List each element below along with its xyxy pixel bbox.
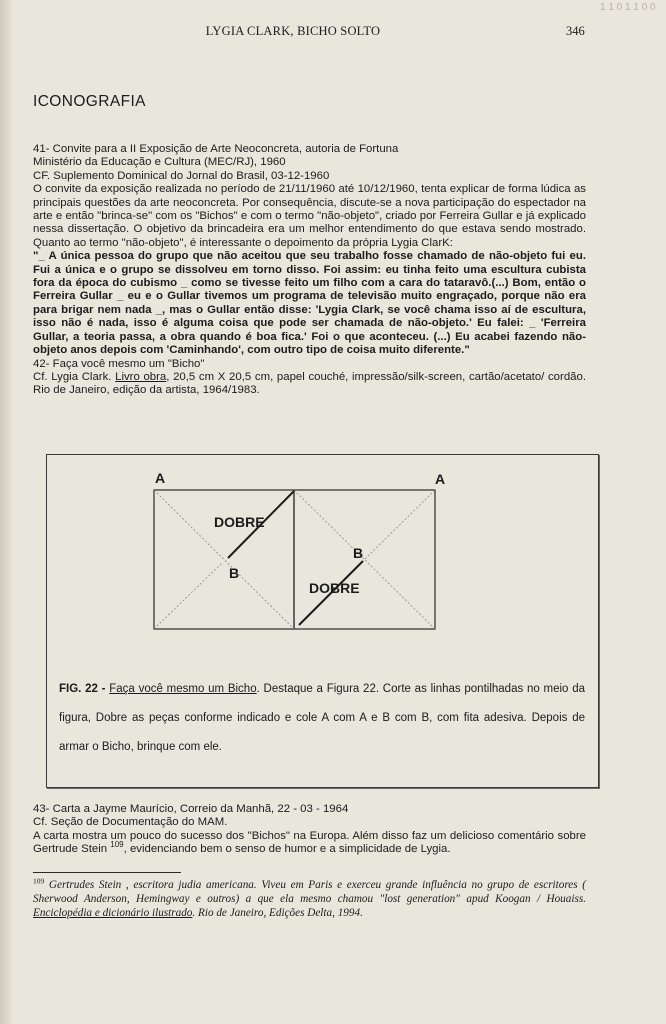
dobre-label-left: DOBRE — [214, 514, 265, 530]
label-a-right: A — [435, 471, 446, 487]
footnote-109 — [33, 878, 586, 920]
figure-22-box — [46, 454, 599, 788]
entry-43-text-end: , evidenciando bem o senso de humor e a simplicidade de Lygia. — [123, 843, 451, 856]
footnote-work-title: Enciclopédia e dicionário ilustrado — [33, 907, 193, 919]
figure-title: Faça você mesmo um Bicho — [109, 683, 257, 695]
running-title: LYGIA CLARK, BICHO SOLTO — [205, 24, 381, 38]
entry-43-text-start: A carta mostra um pouco do sucesso dos "Bichos" na Europa. Além disso faz um delicioso comentário sobre Gertrude Stein — [33, 829, 586, 856]
entry-41-title: 41- Convite para a II Exposição de Arte Neoconcreta, autoria de Fortuna — [33, 143, 399, 155]
page-stamp: 1 1 0 1 1 0 0 — [600, 2, 656, 13]
footnote-number: 109 — [33, 876, 45, 886]
entry-43-description — [33, 830, 586, 857]
page-number: 346 — [566, 24, 585, 38]
entry-42-reference — [33, 371, 586, 398]
entry-41-quote: "_ A única pessoa do grupo que não aceitou que seu trabalho fosse chamado de não-objeto fui eu. Fui a única e o grupo se dissolveu em torno disso. Foi assim: eu tinha feito uma escultura cubista fora da época do cubismo _ como se tivesse feito um filho com a cara do tataravô.(...) Bom, então o Ferreira Gullar _ eu e o Gullar tivemos um programa de televisão muito engraçado, porque não era para brigar nem nada _, mas o Gullar então disse: 'Lygia Clark, se você chama isso aí de escultura, isso não é nada, isso é alguma coisa que pode ser chamada de não-objeto.' Eu falei: _ 'Ferreira Gullar, a teoria passa, a obra quando é boa fica.' Foi o que aconteceu. (...) Eu acabei fazendo não-objeto anos depois com 'Caminhando', com outro tipo de coisa muito diferente." — [33, 250, 586, 357]
figure-caption — [59, 675, 585, 762]
page-edge-shadow — [0, 0, 14, 1024]
footnote-reference: 109 — [110, 840, 124, 850]
right-dotted-cut-line-2 — [365, 490, 435, 559]
entry-43 — [33, 803, 586, 857]
entry-42-cf-prefix: Cf. Lygia Clark. — [33, 370, 116, 383]
entry-41-reference: CF. Suplemento Dominical do Jornal do Brasil, 03-12-1960 — [33, 169, 330, 182]
footnote-text-start: Gertrudes Stein , escritora judia americana. Viveu em Paris e exerceu grande influência no grupo de escritores ( Sherwood Anderson, Hemingway e outros) a que ela mesmo chamou "lost generation" apud Koogan / Houaiss. — [33, 879, 586, 905]
entry-41 — [33, 143, 586, 398]
entry-42-work-title: Livro obra — [115, 370, 167, 383]
left-dotted-cut-line-2 — [154, 563, 222, 629]
section-title: ICONOGRAFIA — [33, 93, 146, 110]
label-b-left: B — [229, 565, 240, 581]
entry-41-source: Ministério da Educação e Cultura (MEC/RJ), 1960 — [33, 156, 286, 169]
figure-label: FIG. 22 - — [59, 683, 110, 695]
entry-41-description: O convite da exposição realizada no período de 21/11/1960 até 10/12/1960, tenta explicar de forma lúdica as principais questões da arte neoconcreta. Por consequência, discute-se a nova participação do espectador na arte e então "brinca-se" com os "Bichos" e com o termo "não-objeto", criado por Ferreira Gullar e já explicado nessa dissertação. O objetivo da brincadeira era um melhor entendimento do que estava sendo mostrado. Quanto ao termo "não-objeto", é interessante o depoimento da própria Lygia ClarK: — [33, 183, 586, 249]
label-b-right: B — [353, 545, 364, 561]
label-a-left: A — [155, 470, 166, 486]
entry-42-title: 42- Faça você mesmo um "Bicho" — [33, 357, 205, 370]
entry-42-cf-details: , 20,5 cm X 20,5 cm, papel couché, impressão/silk-screen, cartão/acetato/ cordão. Rio de Janeiro, edição da artista, 1964/1983. — [33, 370, 586, 397]
footnote-text-end: . Rio de Janeiro, Edições Delta, 1994. — [192, 907, 363, 919]
entry-43-title: 43- Carta a Jayme Maurício, Correio da Manhã, 22 - 03 - 1964 — [33, 803, 349, 815]
dobre-label-right: DOBRE — [309, 580, 360, 596]
footnote-divider — [33, 872, 181, 873]
bicho-diagram — [47, 455, 598, 675]
entry-43-reference: Cf. Seção de Documentação do MAM. — [33, 816, 228, 829]
figure-instructions: . Destaque a Figura 22. Corte as linhas pontilhadas no meio da figura, Dobre as peças conforme indicado e cole A com A e B com B, com fita adesiva. Depois de armar o Bicho, brinque com ele. — [59, 683, 585, 753]
